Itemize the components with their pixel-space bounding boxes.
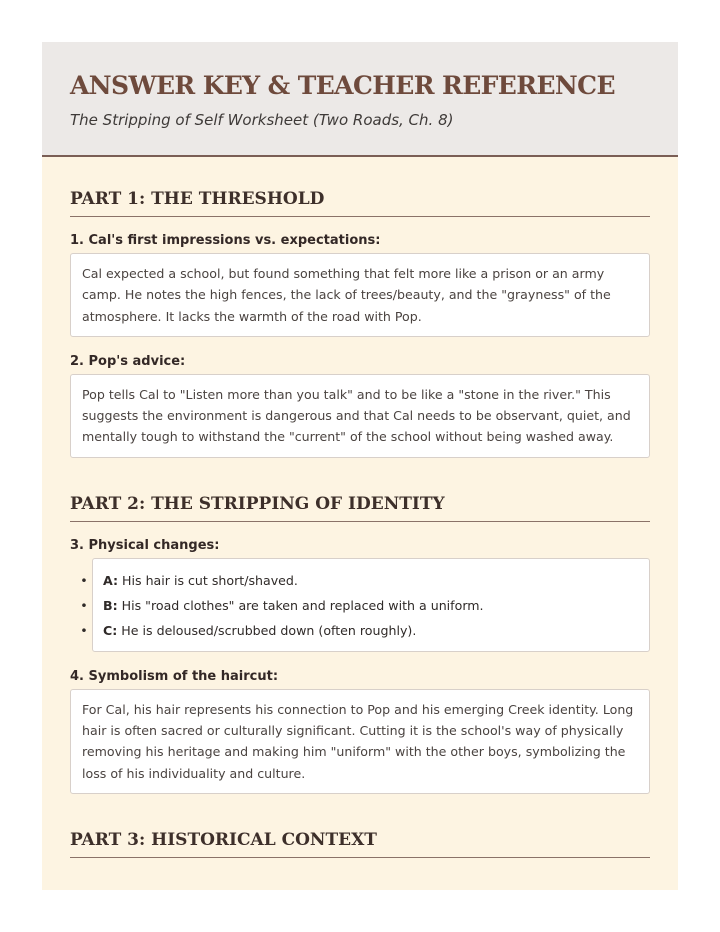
- worksheet-page: [42, 42, 678, 890]
- list-item-text: His "road clothes" are taken and replaced with a uniform.: [117, 597, 484, 613]
- question-3-label: 3. Physical changes:: [70, 537, 220, 553]
- list-item-key: C:: [103, 622, 118, 638]
- answer-key-content: [42, 187, 678, 858]
- list-item: [80, 568, 639, 593]
- list-item: [80, 593, 639, 618]
- list-item-text: His hair is cut short/shaved.: [118, 572, 298, 588]
- question-3-answer-list: [80, 558, 650, 652]
- question-1-answer: Cal expected a school, but found something that felt more like a prison or an army camp. He notes the high fences, the lack of trees/beauty, and the "grayness" of the atmosphere. It lacks the warmth of the road with Pop.: [70, 253, 650, 337]
- part-3-heading: PART 3: HISTORICAL CONTEXT: [70, 828, 650, 858]
- question-1-label: 1. Cal's first impressions vs. expectations:: [70, 233, 381, 248]
- list-item-text: He is deloused/scrubbed down (often roughly).: [117, 622, 417, 638]
- part-1-heading: PART 1: THE THRESHOLD: [70, 187, 650, 217]
- list-item-key: A:: [103, 572, 119, 588]
- header-band: [42, 42, 678, 157]
- question-2-answer: Pop tells Cal to "Listen more than you talk" and to be like a "stone in the river." This suggests the environment is dangerous and that Cal needs to be observant, quiet, and mentally tough to withstand the "current" of the school without being washed away.: [70, 374, 650, 458]
- bullet-icon: •: [80, 572, 88, 588]
- page-title: ANSWER KEY & TEACHER REFERENCE: [70, 71, 615, 100]
- page-subtitle: The Stripping of Self Worksheet (Two Roads, Ch. 8): [70, 111, 454, 129]
- list-item-key: B:: [103, 597, 118, 613]
- question-2-label: 2. Pop's advice:: [70, 353, 186, 369]
- question-4-answer: For Cal, his hair represents his connection to Pop and his emerging Creek identity. Long hair is often sacred or culturally significant. Cutting it is the school's way of physically removing his heritage and making him "uniform" with the other boys, symbolizing the loss of his individuality and culture.: [70, 689, 650, 794]
- bullet-icon: •: [80, 597, 88, 613]
- question-4-label: 4. Symbolism of the haircut:: [70, 668, 279, 684]
- bullet-icon: •: [80, 622, 88, 638]
- part-2-heading: PART 2: THE STRIPPING OF IDENTITY: [70, 492, 650, 522]
- list-item: [80, 618, 639, 643]
